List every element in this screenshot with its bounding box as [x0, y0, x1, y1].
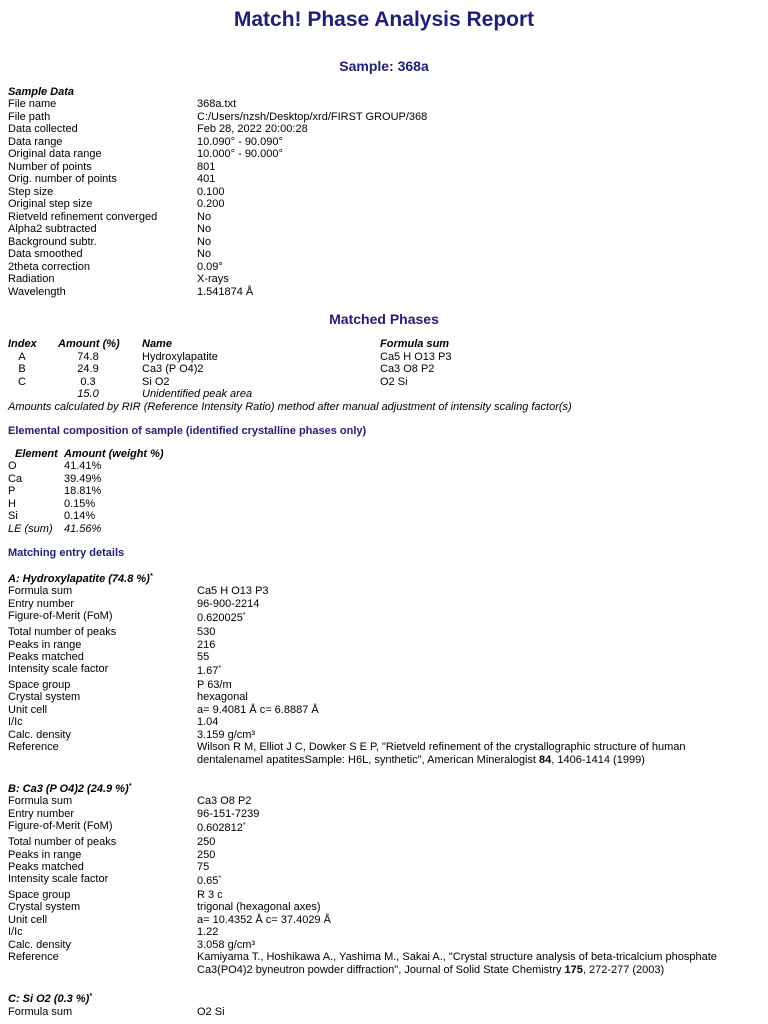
entry-value: 250: [197, 836, 216, 848]
entry-value: 0.620025*: [197, 612, 246, 624]
entry-label: Peaks in range: [8, 639, 82, 651]
entry-label: Entry number: [8, 808, 75, 820]
entry-value: 55: [197, 651, 210, 663]
entry-label: Total number of peaks: [8, 836, 117, 848]
reference-line-2: Ca3(PO4)2 byneutron powder diffraction", Journal of Solid State Chemistry 175, 272-277 (2003): [197, 964, 665, 976]
le-sum-amount: 41.56%: [64, 523, 102, 535]
sample-value: No: [197, 211, 212, 223]
entry-label: Reference: [8, 951, 59, 963]
phase-amount: 0.3: [80, 376, 96, 388]
entry-value: R 3 c: [197, 889, 223, 901]
entry-value: hexagonal: [197, 691, 248, 703]
phase-name: Ca3 (P O4)2: [142, 363, 204, 375]
sample-value: Feb 28, 2022 20:00:28: [197, 123, 308, 135]
entry-label: Entry number: [8, 598, 75, 610]
sample-value: 0.200: [197, 198, 225, 210]
sample-label: File name: [8, 98, 57, 110]
phase-formula: O2 Si: [380, 376, 408, 388]
entry-value: Ca5 H O13 P3: [197, 585, 269, 597]
phase-index: C: [18, 376, 26, 388]
element-symbol: Si: [8, 510, 18, 522]
phase-name: Hydroxylapatite: [142, 351, 218, 363]
sample-label: Number of points: [8, 161, 92, 173]
entry-label: Space group: [8, 679, 71, 691]
entry-value: 3.058 g/cm³: [197, 939, 256, 951]
entry-label: Peaks in range: [8, 849, 82, 861]
entry-value: trigonal (hexagonal axes): [197, 901, 321, 913]
sample-value: X-rays: [197, 273, 229, 285]
col-header-amount: Amount (%): [58, 338, 120, 350]
phase-index: B: [18, 363, 26, 375]
entry-value: 0.602812*: [197, 822, 246, 834]
sample-label: Data smoothed: [8, 248, 83, 260]
sample-value: No: [197, 248, 212, 260]
entry-value: P 63/m: [197, 679, 232, 691]
entry-label: Unit cell: [8, 704, 48, 716]
rir-note: Amounts calculated by RIR (Reference Intensity Ratio) method after manual adjustment of intensity scaling factor(s): [8, 401, 572, 413]
element-amount: 0.14%: [64, 510, 96, 522]
entry-value: 96-151-7239: [197, 808, 260, 820]
sample-label: Alpha2 subtracted: [8, 223, 97, 235]
entry-c-heading: C: Si O2 (0.3 %)*: [8, 993, 93, 1005]
col-header-weight: Amount (weight %): [64, 448, 164, 460]
entry-value: 96-900-2214: [197, 598, 260, 610]
reference-line-2: dentalenamel apatitesSample: H6L, synthetic", American Mineralogist 84, 1406-1414 (1999): [197, 754, 645, 766]
sample-value: 10.000° - 90.000°: [197, 148, 283, 160]
entry-label: Reference: [8, 741, 59, 753]
sample-value: 401: [197, 173, 216, 185]
sample-value: 1.541874 Å: [197, 286, 254, 298]
col-header-element: Element: [15, 448, 58, 460]
entry-value: 530: [197, 626, 216, 638]
entry-label: Formula sum: [8, 585, 73, 597]
sample-value: No: [197, 236, 212, 248]
report-title: Match! Phase Analysis Report: [233, 8, 535, 31]
entry-label: Formula sum: [8, 795, 73, 807]
sample-value: No: [197, 223, 212, 235]
unidentified-amount: 15.0: [77, 388, 99, 400]
sample-label: Rietveld refinement converged: [8, 211, 158, 223]
entry-label: I/Ic: [8, 716, 23, 728]
entry-label: Formula sum: [8, 1006, 73, 1018]
entry-label: Calc. density: [8, 939, 71, 951]
entry-value: 3.159 g/cm³: [197, 729, 256, 741]
col-header-formula: Formula sum: [380, 338, 450, 350]
entry-value: a= 9.4081 Å c= 6.8887 Å: [197, 704, 319, 716]
col-header-name: Name: [142, 338, 172, 350]
unidentified-label: Unidentified peak area: [142, 388, 253, 400]
entry-label: Unit cell: [8, 914, 48, 926]
sample-heading: Sample: 368a: [339, 58, 429, 74]
element-amount: 18.81%: [64, 485, 102, 497]
entry-value: 216: [197, 639, 216, 651]
sample-label: Wavelength: [8, 286, 66, 298]
entry-label: Crystal system: [8, 901, 81, 913]
sample-value: 0.09°: [197, 261, 223, 273]
entry-a-heading: A: Hydroxylapatite (74.8 %)*: [8, 573, 153, 585]
entry-label: Intensity scale factor: [8, 663, 109, 675]
matched-phases-heading: Matched Phases: [329, 311, 439, 327]
entry-label: Peaks matched: [8, 861, 84, 873]
sample-label: 2theta correction: [8, 261, 90, 273]
element-symbol: P: [8, 485, 16, 497]
entry-label: Space group: [8, 889, 71, 901]
element-symbol: O: [8, 460, 17, 472]
sample-value: 10.090° - 90.090°: [197, 136, 283, 148]
element-amount: 39.49%: [64, 473, 102, 485]
sample-label: Background subtr.: [8, 236, 97, 248]
element-amount: 0.15%: [64, 498, 96, 510]
entry-label: Crystal system: [8, 691, 81, 703]
sample-data-heading: Sample Data: [8, 86, 75, 98]
entry-value: 1.04: [197, 716, 219, 728]
sample-label: Radiation: [8, 273, 55, 285]
le-sum-label: LE (sum): [8, 523, 53, 535]
entry-value: O2 Si: [197, 1006, 225, 1018]
sample-label: Data range: [8, 136, 63, 148]
reference-line-1: Kamiyama T., Hoshikawa A., Yashima M., Sakai A., "Crystal structure analysis of beta-tricalcium phosphate: [197, 951, 717, 963]
reference-line-1: Wilson R M, Elliot J C, Dowker S E P, "Rietveld refinement of the crystallographic structure of human: [197, 741, 686, 753]
sample-label: Data collected: [8, 123, 78, 135]
entry-value: 0.65*: [197, 875, 222, 887]
phase-amount: 74.8: [77, 351, 99, 363]
entry-b-heading: B: Ca3 (P O4)2 (24.9 %)*: [8, 783, 132, 795]
entry-value: 250: [197, 849, 216, 861]
phase-formula: Ca5 H O13 P3: [380, 351, 452, 363]
sample-label: Original step size: [8, 198, 93, 210]
sample-value: 368a.txt: [197, 98, 237, 110]
sample-value: 801: [197, 161, 216, 173]
sample-label: File path: [8, 111, 51, 123]
phase-name: Si O2: [142, 376, 170, 388]
phase-amount: 24.9: [77, 363, 99, 375]
phase-index: A: [18, 351, 26, 363]
sample-label: Orig. number of points: [8, 173, 117, 185]
element-amount: 41.41%: [64, 460, 102, 472]
entry-value: 1.67*: [197, 665, 222, 677]
entry-value: a= 10.4352 Å c= 37.4029 Å: [197, 914, 331, 926]
entry-value: Ca3 O8 P2: [197, 795, 252, 807]
entry-value: 75: [197, 861, 210, 873]
sample-label: Original data range: [8, 148, 102, 160]
entry-label: I/Ic: [8, 926, 23, 938]
elemental-heading: Elemental composition of sample (identified crystalline phases only): [8, 425, 367, 437]
entry-label: Intensity scale factor: [8, 873, 109, 885]
element-symbol: Ca: [8, 473, 23, 485]
entry-label: Peaks matched: [8, 651, 84, 663]
entry-label: Total number of peaks: [8, 626, 117, 638]
phase-formula: Ca3 O8 P2: [380, 363, 435, 375]
sample-value: 0.100: [197, 186, 225, 198]
entry-label: Calc. density: [8, 729, 71, 741]
matching-details-heading: Matching entry details: [8, 547, 125, 559]
sample-label: Step size: [8, 186, 54, 198]
col-header-index: Index: [8, 338, 37, 350]
entry-label: Figure-of-Merit (FoM): [8, 820, 113, 832]
sample-value: C:/Users/nzsh/Desktop/xrd/FIRST GROUP/368: [197, 111, 428, 123]
element-symbol: H: [8, 498, 16, 510]
entry-value: 1.22: [197, 926, 219, 938]
entry-label: Figure-of-Merit (FoM): [8, 610, 113, 622]
